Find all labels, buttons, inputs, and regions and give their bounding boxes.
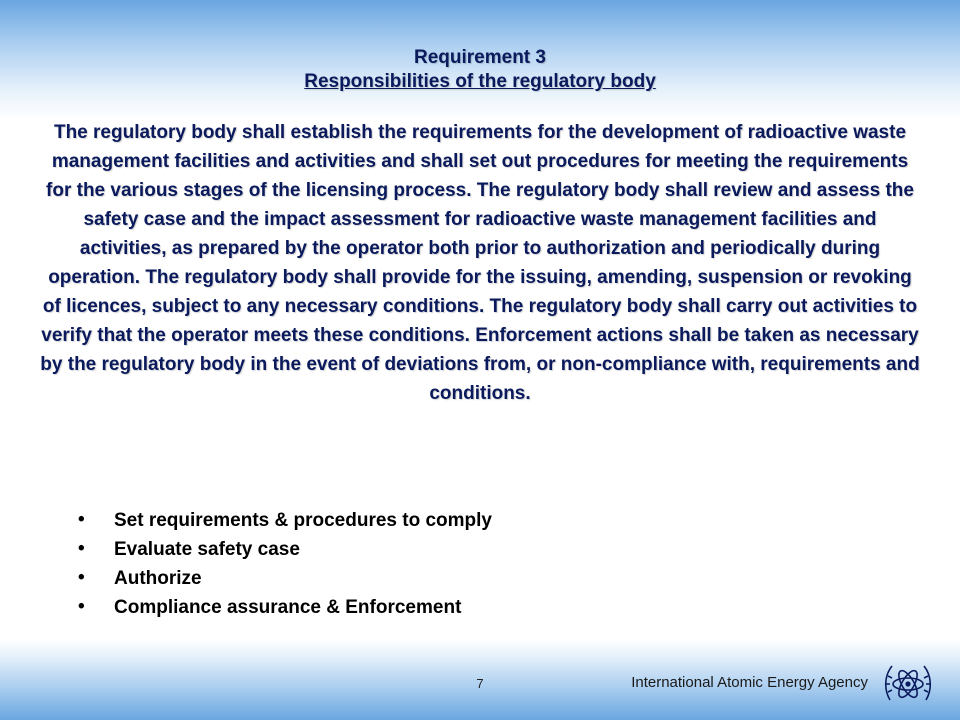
list-item <box>78 506 492 535</box>
slide-subtitle: Responsibilities of the regulatory body <box>304 71 656 92</box>
bullet-text: Compliance assurance & Enforcement <box>114 597 462 618</box>
slide-title: Requirement 3 <box>414 47 546 68</box>
list-item <box>78 564 492 593</box>
organization-name: International Atomic Energy Agency <box>631 674 868 691</box>
page-number: 7 <box>476 676 484 691</box>
iaea-emblem-icon <box>880 656 936 712</box>
bullet-dot: • <box>78 596 85 617</box>
bullet-list <box>78 506 492 622</box>
list-item <box>78 593 492 622</box>
list-item <box>78 535 492 564</box>
slide-content <box>40 46 920 408</box>
bullet-dot: • <box>78 538 85 559</box>
requirement-body-text: The regulatory body shall establish the requirements for the development of radioactive waste management facilities and activities and shall set out procedures for meeting the requirements for the various stages of the licensing process. The regulatory body shall review and assess the safety case and the impact assessment for radioactive waste management facilities and activities, as prepared by the operator both prior to authorization and periodically during operation. The regulatory body shall provide for the issuing, amending, suspension or revoking of licences, subject to any necessary conditions. The regulatory body shall carry out activities to verify that the operator meets these conditions. Enforcement actions shall be taken as necessary by the regulatory body in the event of deviations from, or non-compliance with, requirements and conditions. <box>40 122 920 404</box>
bullet-text: Set requirements & procedures to comply <box>114 510 492 531</box>
bullet-dot: • <box>78 509 85 530</box>
bullet-text: Authorize <box>114 568 202 589</box>
bullet-text: Evaluate safety case <box>114 539 300 560</box>
bullet-dot: • <box>78 567 85 588</box>
